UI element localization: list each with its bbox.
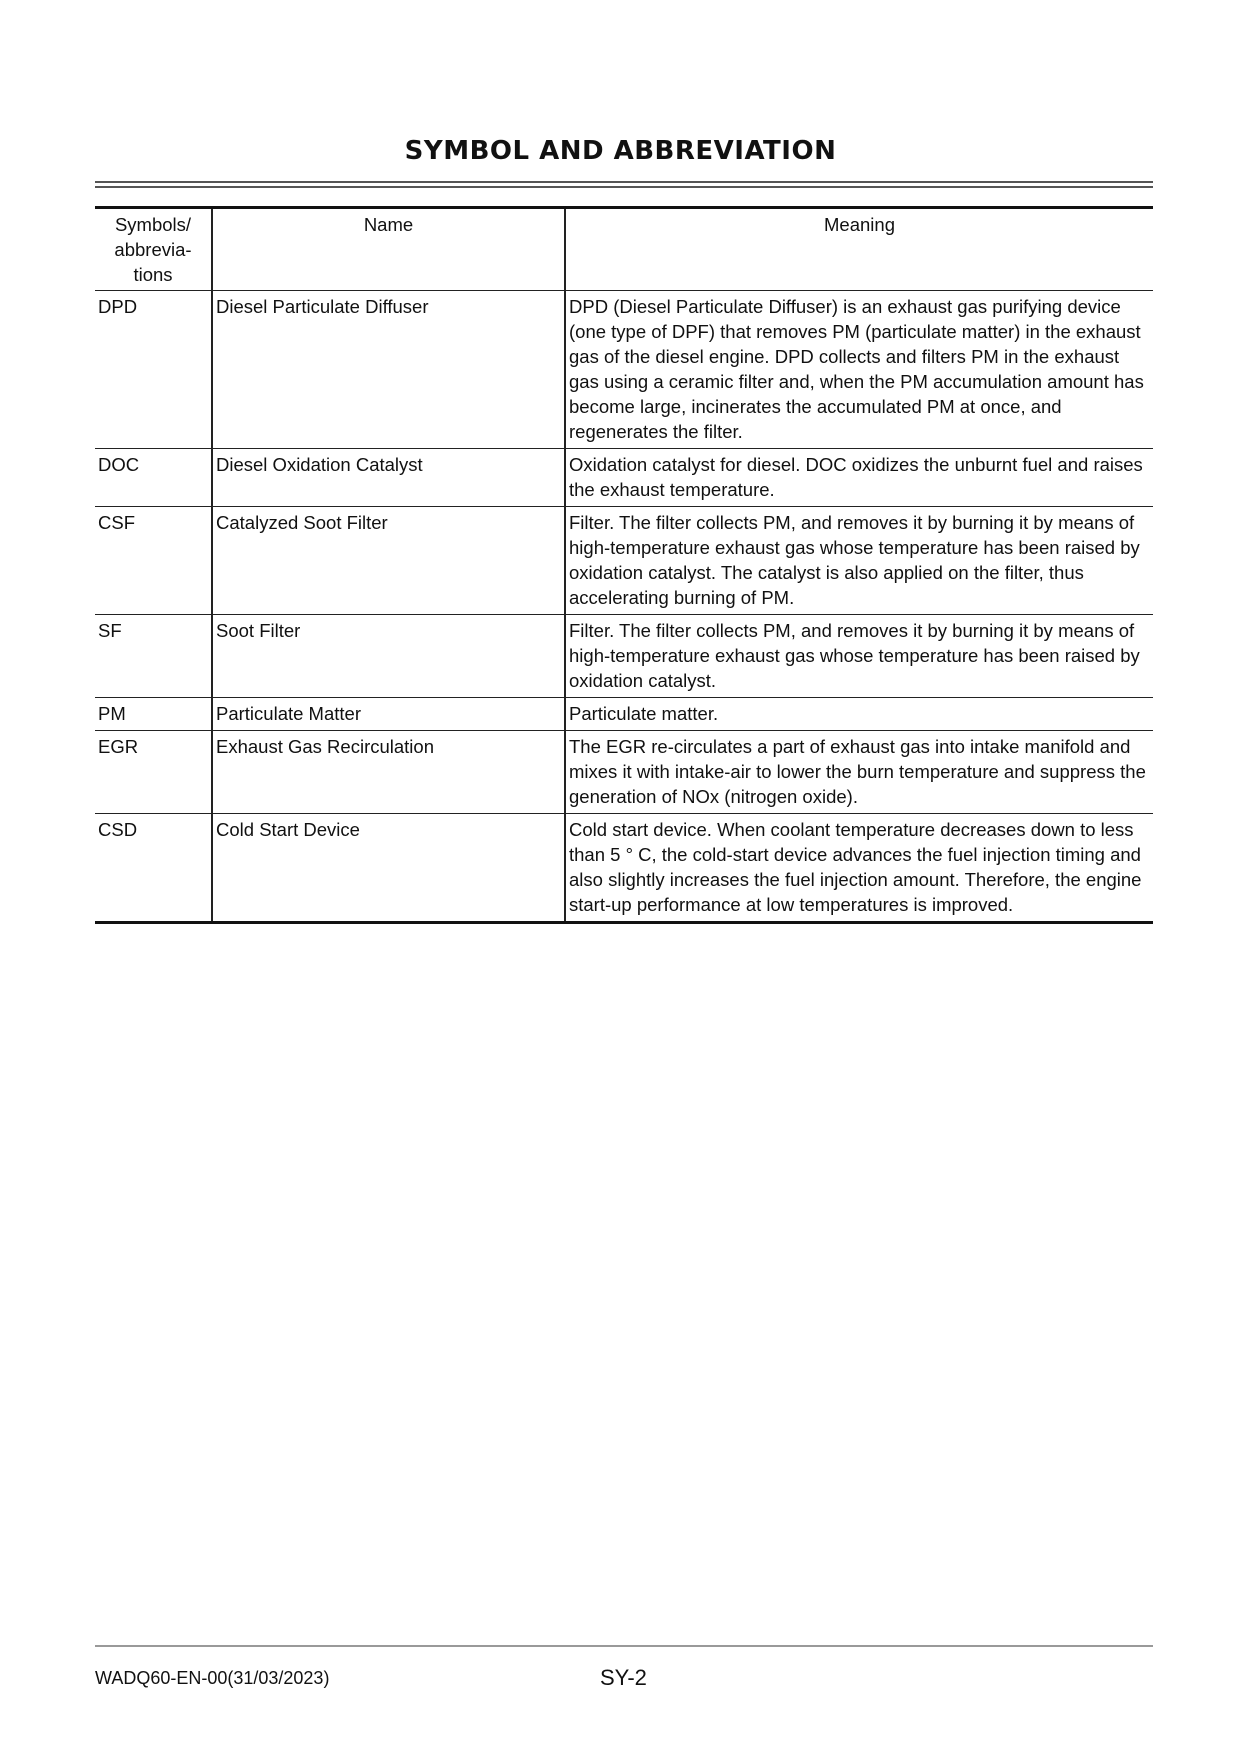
- table-row: [95, 731, 1153, 814]
- abbreviation-table: [95, 206, 1153, 924]
- table-row: [95, 698, 1153, 731]
- table-row: [95, 507, 1153, 615]
- symbol-cell: CSD: [95, 814, 212, 923]
- symbol-cell: SF: [95, 615, 212, 698]
- meaning-cell: Cold start device. When coolant temperature decreases down to less than 5 ° C, the cold-start device advances the fuel injection timing and also slightly increases the fuel injection amount. Therefore, the engine start-up performance at low temperatures is improved.: [565, 814, 1153, 923]
- table-row: [95, 291, 1153, 449]
- symbol-cell: EGR: [95, 731, 212, 814]
- title-rule: [95, 186, 1153, 188]
- meaning-cell: DPD (Diesel Particulate Diffuser) is an exhaust gas purifying device (one type of DPF) that removes PM (particulate matter) in the exhaust gas of the diesel engine. DPD collects and filters PM in the exhaust gas using a ceramic filter and, when the PM accumulation amount has become large, incinerates the accumulated PM at once, and regenerates the filter.: [565, 291, 1153, 449]
- name-cell: Diesel Particulate Diffuser: [212, 291, 565, 449]
- name-cell: Soot Filter: [212, 615, 565, 698]
- page-number: SY-2: [600, 1665, 647, 1690]
- page-title: SYMBOL AND ABBREVIATION: [404, 136, 837, 166]
- table-header-row: [95, 208, 1153, 291]
- meaning-cell: The EGR re-circulates a part of exhaust gas into intake manifold and mixes it with intake-air to lower the burn temperature and suppress the generation of NOx (nitrogen oxide).: [565, 731, 1153, 814]
- table-row: [95, 814, 1153, 923]
- column-header-name: Name: [212, 208, 565, 291]
- symbol-cell: PM: [95, 698, 212, 731]
- symbol-cell: CSF: [95, 507, 212, 615]
- name-cell: Exhaust Gas Recirculation: [212, 731, 565, 814]
- symbol-cell: DPD: [95, 291, 212, 449]
- footer-rule: [95, 1645, 1153, 1647]
- meaning-cell: Particulate matter.: [565, 698, 1153, 731]
- table-row: [95, 615, 1153, 698]
- table-row: [95, 449, 1153, 507]
- name-cell: Diesel Oxidation Catalyst: [212, 449, 565, 507]
- document-code: WADQ60-EN-00(31/03/2023): [95, 1668, 330, 1688]
- column-header-meaning: Meaning: [565, 208, 1153, 291]
- meaning-cell: Oxidation catalyst for diesel. DOC oxidizes the unburnt fuel and raises the exhaust temperature.: [565, 449, 1153, 507]
- meaning-cell: Filter. The filter collects PM, and removes it by burning it by means of high-temperature exhaust gas whose temperature has been raised by oxidation catalyst. The catalyst is also applied on the filter, thus accelerating burning of PM.: [565, 507, 1153, 615]
- meaning-cell: Filter. The filter collects PM, and removes it by burning it by means of high-temperature exhaust gas whose temperature has been raised by oxidation catalyst.: [565, 615, 1153, 698]
- symbol-cell: DOC: [95, 449, 212, 507]
- column-header-symbol: Symbols/ abbrevia- tions: [95, 208, 212, 291]
- name-cell: Particulate Matter: [212, 698, 565, 731]
- title-rule: [95, 181, 1153, 183]
- name-cell: Catalyzed Soot Filter: [212, 507, 565, 615]
- name-cell: Cold Start Device: [212, 814, 565, 923]
